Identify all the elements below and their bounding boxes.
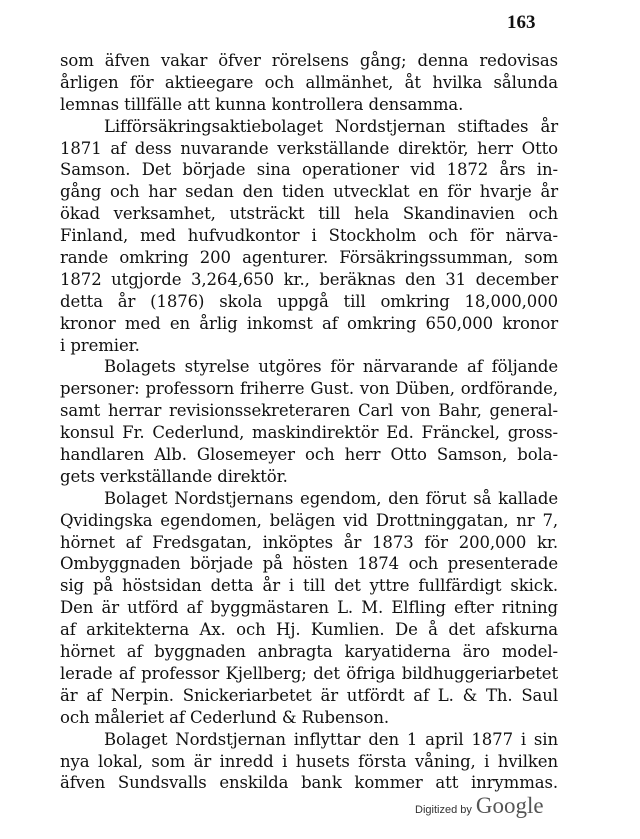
- digitized-by-google-watermark: [415, 793, 544, 819]
- text-line: lerade af professor Kjellberg; det öfriga bildhuggeriarbetet: [60, 663, 558, 683]
- text-line: och måleriet af Cederlund & Rubenson.: [60, 707, 390, 727]
- text-line: kronor med en årlig inkomst af omkring 650,000 kronor: [60, 313, 558, 333]
- digitized-label: Digitized by: [415, 804, 472, 816]
- text-line: hörnet af byggnaden anbragta karyatiderna äro model-: [60, 642, 558, 662]
- text-line: handlaren Alb. Glosemeyer och herr Otto Samson, bola-: [60, 445, 558, 465]
- text-line: af arkitekterna Ax. och Hj. Kumlien. De å det afskurna: [60, 620, 558, 640]
- text-line: detta år (1876) skola uppgå till omkring 18,000,000: [60, 291, 558, 311]
- text-line: nya lokal, som är inredd i husets första våning, i hvilken: [60, 751, 558, 771]
- text-line: konsul Fr. Cederlund, maskindirektör Ed. Fränckel, gross-: [60, 423, 558, 443]
- text-line: Ombyggnaden började på hösten 1874 och presenterade: [60, 554, 558, 574]
- text-line: Bolaget Nordstjernans egendom, den förut så kallade: [104, 488, 558, 508]
- text-line: ökad verksamhet, utsträckt till hela Skandinavien och: [60, 204, 558, 224]
- text-line: sig på höstsidan detta år i till det yttre fullfärdigt skick.: [60, 576, 558, 596]
- text-line: Bolagets styrelse utgöres för närvarande af följande: [104, 357, 558, 377]
- text-line: Finland, med hufvudkontor i Stockholm och för närva-: [60, 226, 558, 246]
- text-line: lemnas tillfälle att kunna kontrollera densamma.: [60, 94, 464, 114]
- text-line: Bolaget Nordstjernan inflyttar den 1 april 1877 i sin: [104, 729, 558, 749]
- text-line: rande omkring 200 agenturer. Försäkringssumman, som: [60, 248, 558, 268]
- text-line: Den är utförd af byggmästaren L. M. Elfling efter ritning: [60, 598, 558, 618]
- text-line: 1872 utgjorde 3,264,650 kr., beräknas den 31 december: [60, 269, 558, 289]
- google-logo: Google: [475, 793, 544, 818]
- text-line: i premier.: [60, 335, 140, 355]
- text-line: Lifförsäkringsaktiebolaget Nordstjernan stiftades år: [104, 116, 558, 136]
- text-line: Qvidingska egendomen, belägen vid Drottninggatan, nr 7,: [60, 510, 558, 530]
- text-line: samt herrar revisionssekreteraren Carl von Bahr, general-: [60, 401, 558, 421]
- text-line: hörnet af Fredsgatan, inköptes år 1873 för 200,000 kr.: [60, 532, 558, 552]
- text-line: Samson. Det började sina operationer vid 1872 års in-: [60, 160, 558, 180]
- text-line: gets verkställande direktör.: [60, 466, 288, 486]
- text-line: som äfven vakar öfver rörelsens gång; denna redovisas: [60, 51, 558, 70]
- text-line: gång och har sedan den tiden utvecklat en för hvarje år: [60, 182, 558, 202]
- text-line: personer: professorn friherre Gust. von Düben, ordförande,: [60, 379, 558, 399]
- text-line: årligen för aktieegare och allmänhet, åt hvilka sålunda: [60, 72, 558, 92]
- text-line: äfven Sundsvalls enskilda bank kommer att inrymmas.: [60, 773, 558, 793]
- body-text: [60, 50, 558, 794]
- text-line: är af Nerpin. Snickeriarbetet är utfördt af L. & Th. Saul: [60, 685, 558, 705]
- text-line: 1871 af dess nuvarande verkställande direktör, herr Otto: [60, 138, 558, 158]
- page-number: 163: [507, 12, 536, 33]
